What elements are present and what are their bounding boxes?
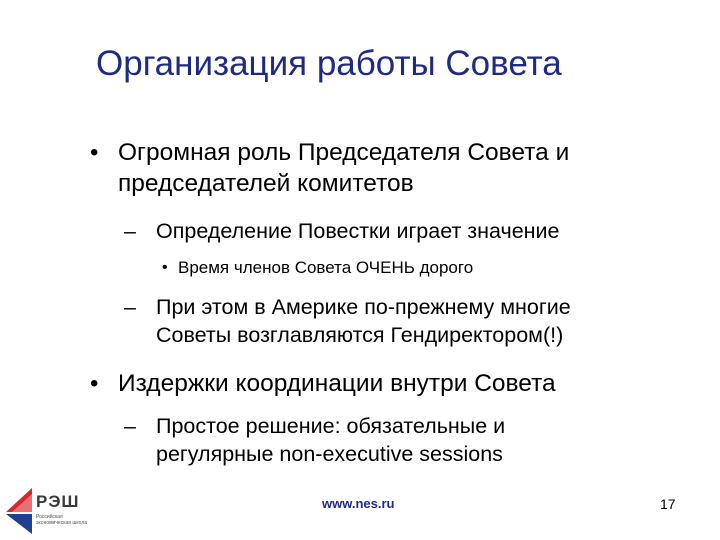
logo-subtitle: Российская экономическая школа: [36, 514, 88, 526]
sub-sub-bullet-member-time: [162, 257, 473, 279]
bullet-text: [156, 293, 571, 349]
bullet-line: При этом в Америке по-прежнему многие: [156, 295, 571, 319]
bullet-board-chair-role: [90, 137, 569, 199]
bullet-text: [156, 412, 505, 468]
logo-name: РЭШ: [36, 492, 80, 511]
bullet-line: регулярные non-executive sessions: [156, 442, 503, 466]
bullet-coordination-costs: [90, 368, 556, 399]
bullet-text: [118, 137, 569, 199]
bullet-marker: •: [162, 259, 168, 276]
sub-bullet-america-ceo: [124, 293, 571, 349]
bullet-line: Простое решение: обязательные и: [156, 414, 506, 438]
bullet-line: Огромная роль Председателя Совета и: [118, 139, 570, 166]
bullet-marker: •: [90, 370, 99, 397]
dash-marker: –: [124, 414, 136, 438]
bullet-line: Советы возглавляются Гендиректором(!): [156, 323, 564, 347]
slide-title: Организация работы Совета: [96, 44, 562, 83]
dash-marker: –: [124, 219, 136, 243]
footer-url-link[interactable]: www.nes.ru: [322, 496, 395, 511]
sub-bullet-agenda: [124, 217, 560, 245]
sub-bullet-simple-solution: [124, 412, 505, 468]
bullet-text: Издержки координации внутри Совета: [118, 370, 556, 397]
bullet-line: председателей комитетов: [118, 170, 414, 197]
page-number: 17: [660, 496, 676, 512]
nes-logo: [4, 484, 88, 536]
bullet-marker: •: [90, 139, 99, 166]
bullet-text: Определение Повестки играет значение: [156, 219, 560, 243]
logo-mark-icon: [4, 484, 36, 536]
dash-marker: –: [124, 295, 136, 319]
bullet-text: Время членов Совета ОЧЕНЬ дорого: [178, 258, 474, 277]
